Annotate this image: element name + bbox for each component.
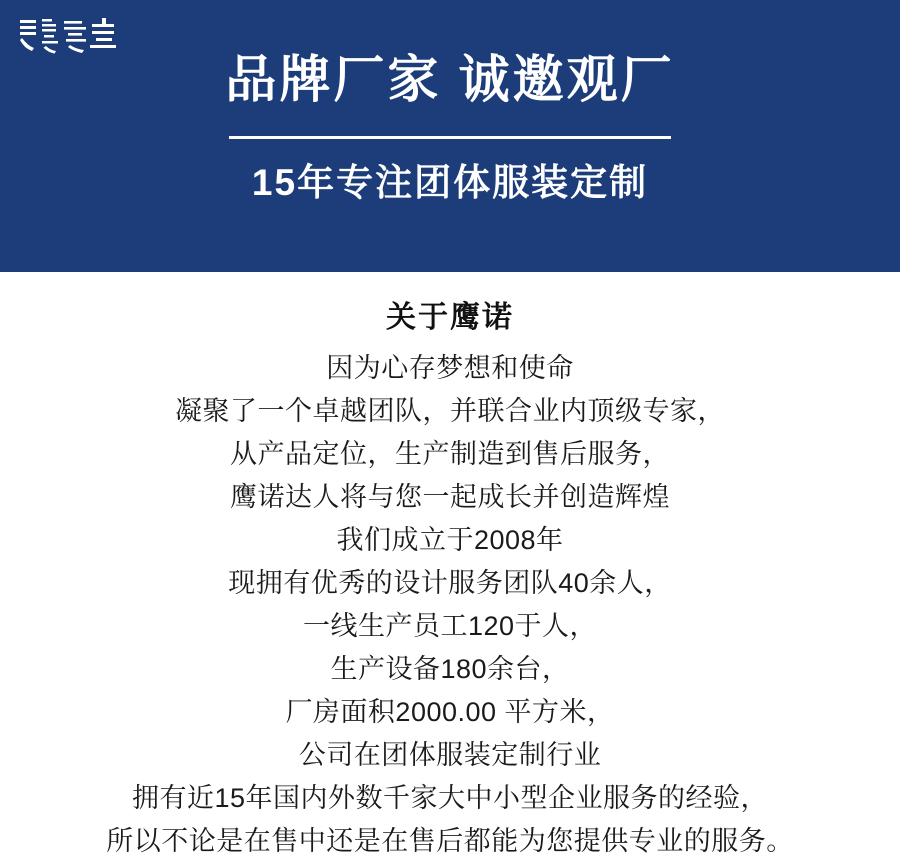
yingnuoda-logo-icon [16, 14, 126, 62]
banner-subtitle: 15年专注团体服装定制 [251, 162, 649, 204]
about-line: 现拥有优秀的设计服务团队40余人， [228, 567, 672, 598]
about-line: 生产设备180余台， [330, 653, 570, 684]
about-line: 因为心存梦想和使命 [326, 352, 574, 383]
about-line: 凝聚了一个卓越团队，并联合业内顶级专家， [175, 395, 725, 426]
about-line: 厂房面积2000.00 平方米， [285, 696, 615, 727]
banner-divider [229, 136, 671, 139]
about-line: 公司在团体服装定制行业 [298, 739, 602, 770]
header-banner [0, 0, 900, 272]
about-line: 所以不论是在售中还是在售后都能为您提供专业的服务。 [106, 825, 794, 856]
about-line: 从产品定位，生产制造到售后服务， [230, 438, 670, 469]
about-line: 一线生产员工120于人， [302, 610, 598, 641]
banner-title: 品牌厂家 诚邀观厂 [225, 51, 675, 108]
about-line: 鹰诺达人将与您一起成长并创造辉煌 [230, 481, 670, 512]
about-line: 拥有近15年国内外数千家大中小型企业服务的经验， [131, 782, 769, 813]
about-line: 我们成立于2008年 [336, 524, 564, 555]
about-section [0, 272, 900, 863]
about-heading: 关于鹰诺 [386, 301, 514, 334]
